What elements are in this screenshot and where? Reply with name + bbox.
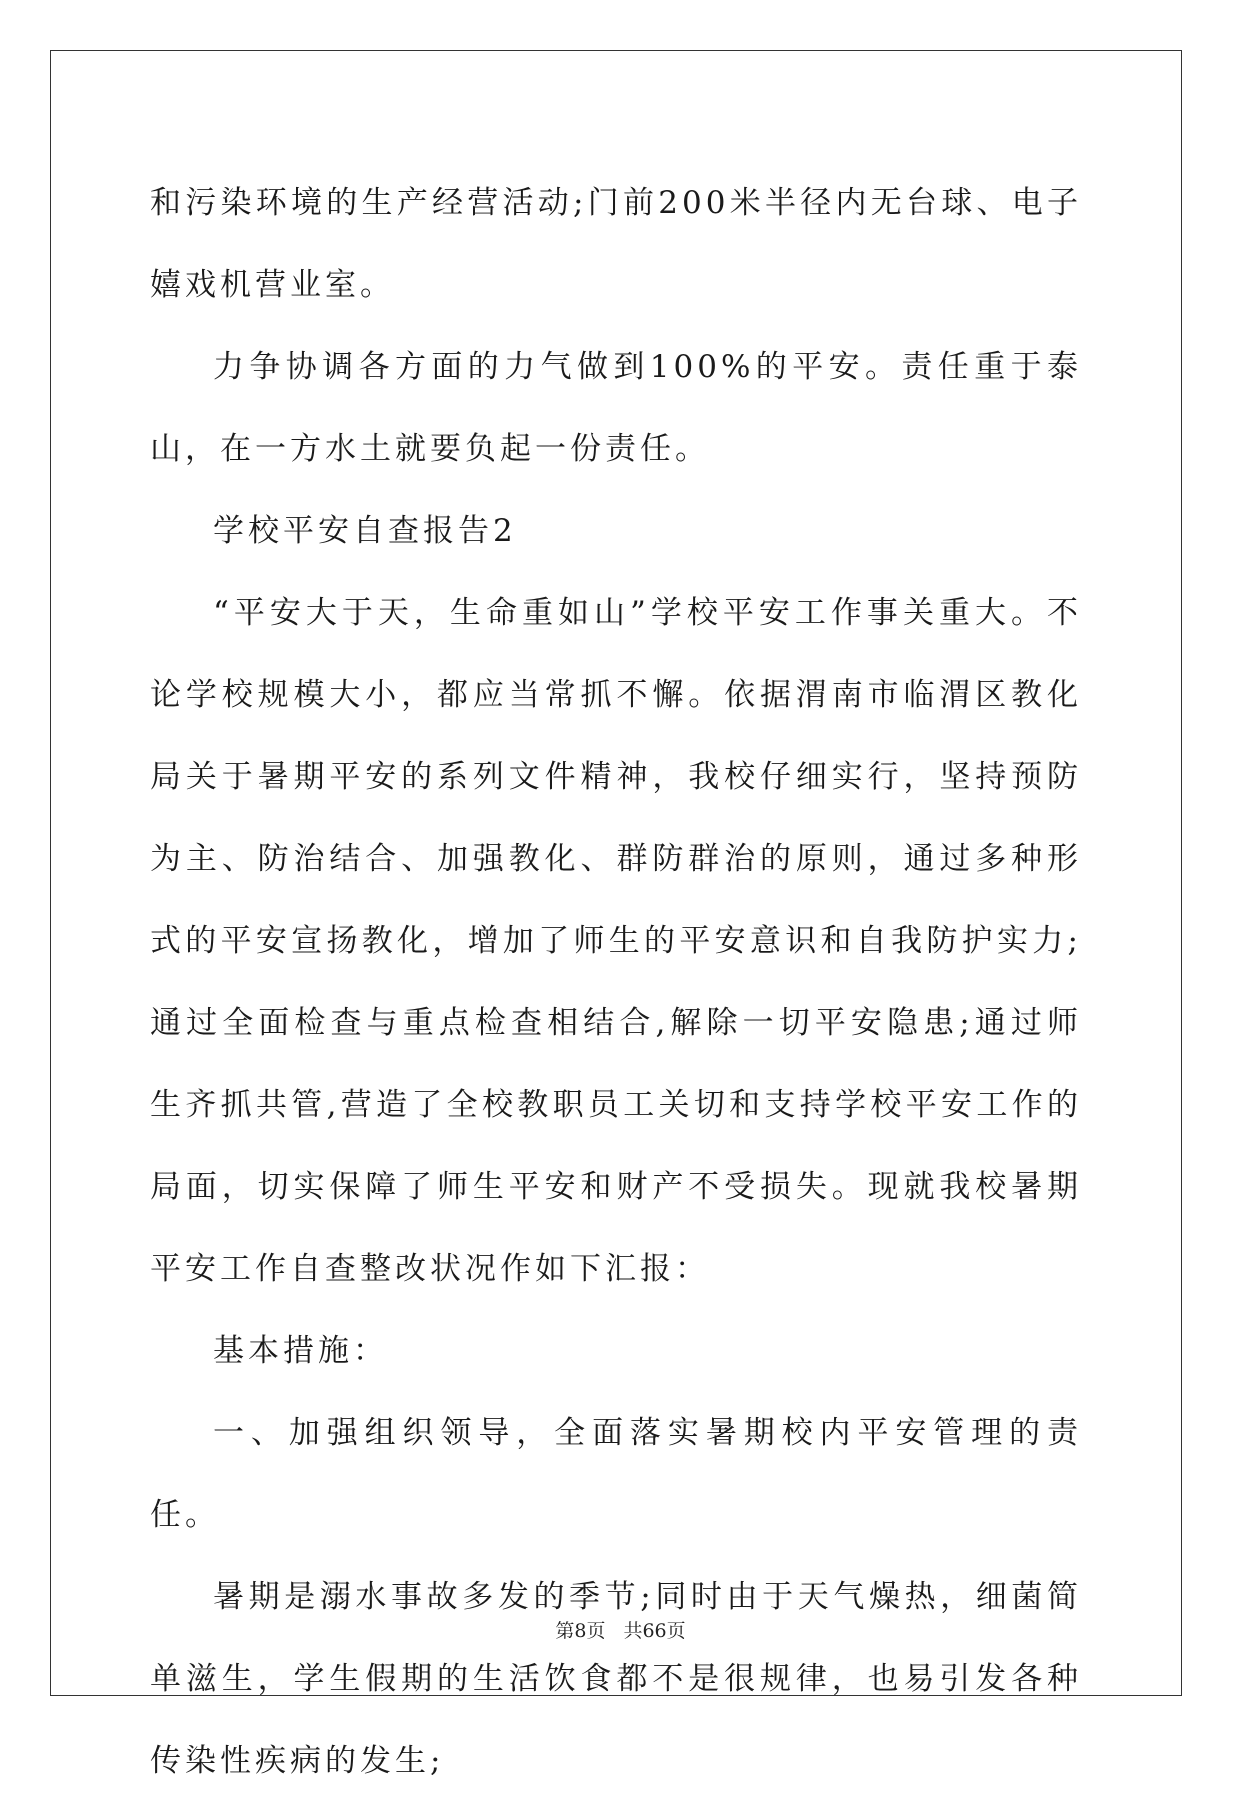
paragraph-1: 和污染环境的生产经营活动;门前200米半径内无台球、电子嬉戏机营业室。 (150, 185, 1082, 303)
page-number: 第8页 (555, 1620, 606, 1642)
paragraph-2: 力争协调各方面的力气做到100%的平安。责任重于泰山，在一方水土就要负起一份责任。 (150, 349, 1082, 467)
paragraph-5: 基本措施： (213, 1333, 388, 1369)
page-total: 共66页 (623, 1620, 686, 1642)
paragraph-7: 暑期是溺水事故多发的季节;同时由于天气燥热，细菌简单滋生，学生假期的生活饮食都不是很规律，也易引发各种传染性疾病的发生; (150, 1579, 1082, 1779)
page-footer (0, 1616, 1241, 1643)
document-body (150, 162, 1082, 1802)
paragraph-6: 一、加强组织领导，全面落实暑期校内平安管理的责任。 (150, 1415, 1082, 1533)
section-heading: 学校平安自查报告2 (213, 513, 517, 549)
paragraph-4: “平安大于天，生命重如山”学校平安工作事关重大。不论学校规模大小，都应当常抓不懈。依据渭南市临渭区教化局关于暑期平安的系列文件精神，我校仔细实行，坚持预防为主、防治结合、加强教化、群防群治的原则，通过多种形式的平安宣扬教化，增加了师生的平安意识和自我防护实力;通过全面检查与重点检查相结合,解除一切平安隐患;通过师生齐抓共管,营造了全校教职员工关切和支持学校平安工作的局面，切实保障了师生平安和财产不受损失。现就我校暑期平安工作自查整改状况作如下汇报： (150, 595, 1082, 1287)
